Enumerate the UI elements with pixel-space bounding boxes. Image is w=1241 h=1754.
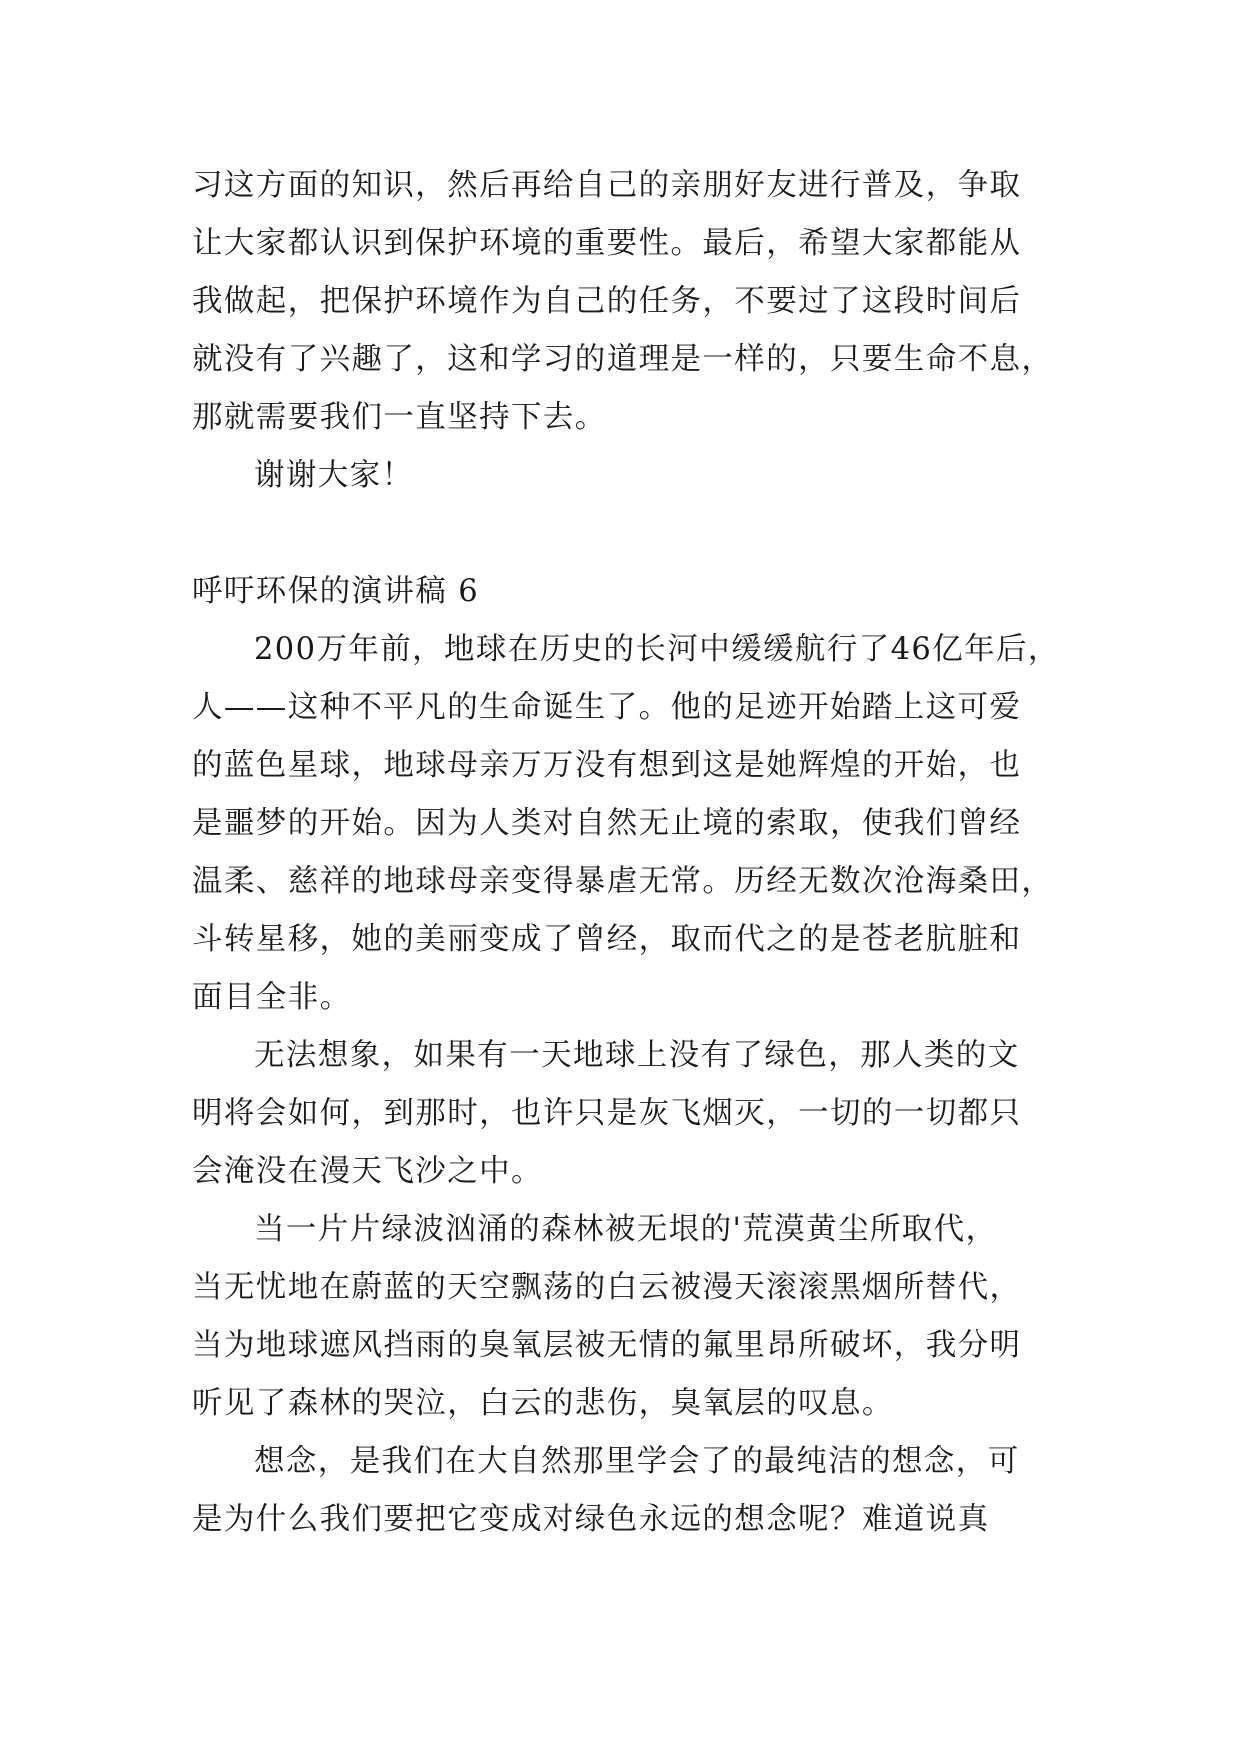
text-line: 温柔、慈祥的地球母亲变得暴虐无常。历经无数次沧海桑田， — [192, 864, 1054, 899]
text-line: 明将会如何，到那时，也许只是灰飞烟灭，一切的一切都只 — [192, 1096, 1022, 1131]
text-line: 面目全非。 — [192, 980, 352, 1015]
text-line: 是噩梦的开始。因为人类对自然无止境的索取，使我们曾经 — [192, 806, 1022, 841]
text-line: 当一片片绿波汹涌的森林被无垠的'荒漠黄尘所取代， — [254, 1212, 998, 1247]
text-line: 我做起，把保护环境作为自己的任务，不要过了这段时间后 — [192, 284, 1022, 319]
document-body — [192, 157, 1060, 1549]
text-line: 当为地球遮风挡雨的臭氧层被无情的氟里昂所破坏，我分明 — [192, 1328, 1022, 1363]
text-line: 人——这种不平凡的生命诞生了。他的足迹开始踏上这可爱 — [192, 690, 1022, 725]
closing-thanks: 谢谢大家！ — [254, 458, 414, 493]
text-line: 200万年前，地球在历史的长河中缓缓航行了46亿年后， — [254, 632, 1060, 667]
section-title: 呼吁环保的演讲稿 6 — [192, 574, 480, 609]
text-line: 就没有了兴趣了，这和学习的道理是一样的，只要生命不息， — [192, 342, 1054, 377]
text-line: 斗转星移，她的美丽变成了曾经，取而代之的是苍老肮脏和 — [192, 922, 1022, 957]
text-line: 无法想象，如果有一天地球上没有了绿色，那人类的文 — [254, 1038, 1020, 1073]
text-line: 那就需要我们一直坚持下去。 — [192, 400, 607, 435]
text-line: 听见了森林的哭泣，白云的悲伤，臭氧层的叹息。 — [192, 1386, 894, 1421]
text-line: 当无忧地在蔚蓝的天空飘荡的白云被漫天滚滚黑烟所替代， — [192, 1270, 1022, 1305]
section-gap — [192, 505, 1052, 563]
text-line: 想念，是我们在大自然那里学会了的最纯洁的想念，可 — [254, 1444, 1020, 1479]
text-line: 习这方面的知识，然后再给自己的亲朋好友进行普及，争取 — [192, 168, 1022, 203]
text-line: 是为什么我们要把它变成对绿色永远的想念呢？难道说真 — [192, 1502, 990, 1537]
text-line: 会淹没在漫天飞沙之中。 — [192, 1154, 543, 1189]
text-line: 让大家都认识到保护环境的重要性。最后，希望大家都能从 — [192, 226, 1022, 261]
text-line: 的蓝色星球，地球母亲万万没有想到这是她辉煌的开始，也 — [192, 748, 1022, 783]
